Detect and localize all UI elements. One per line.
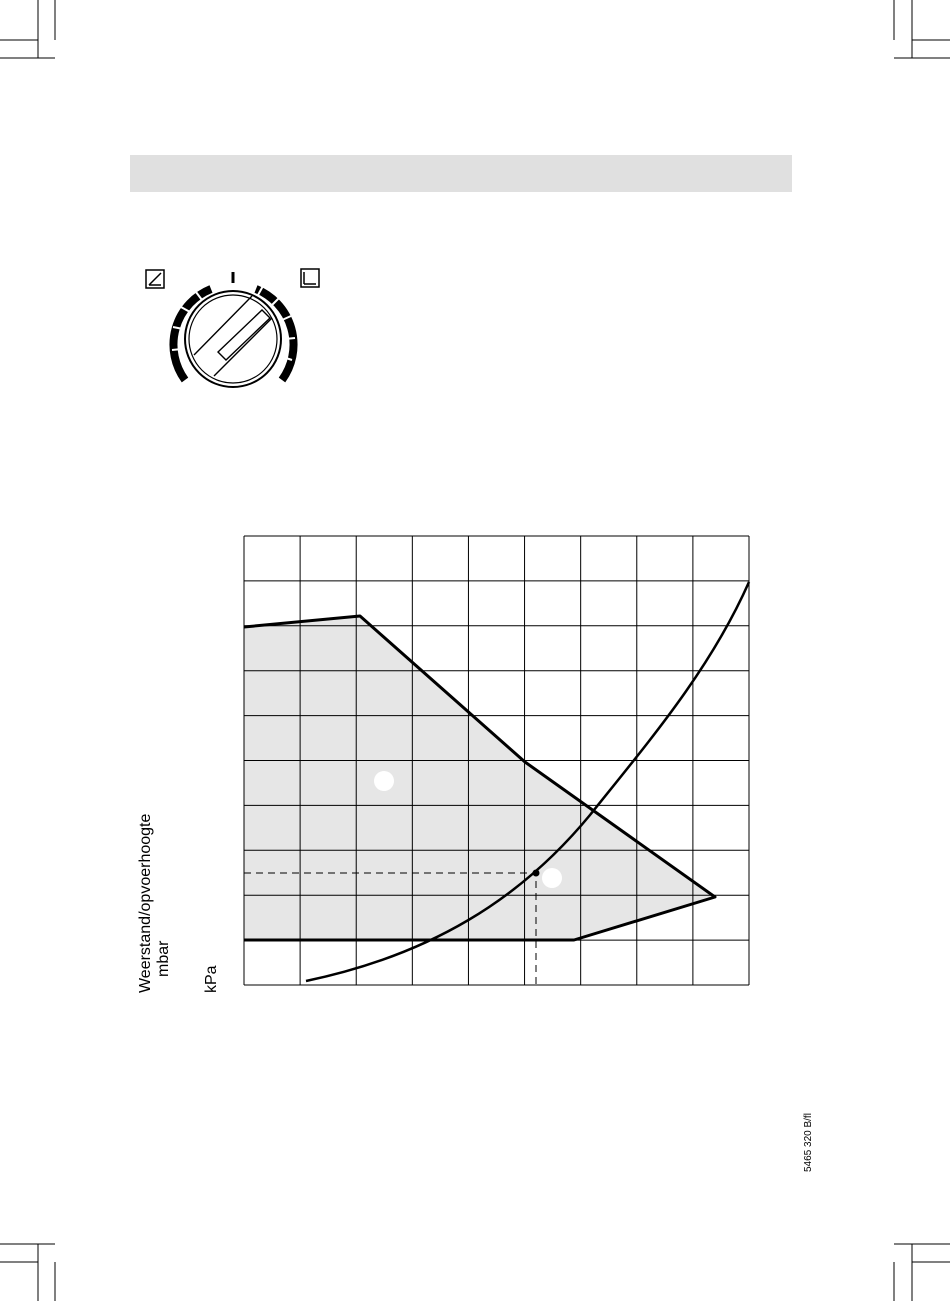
operating-range-region <box>244 616 715 940</box>
callout-marker-a <box>374 771 394 791</box>
document-number: 5465 320 B/fl <box>803 1113 814 1172</box>
shaded-polygon <box>244 616 715 940</box>
operating-point <box>533 870 540 877</box>
y-axis-unit-mbar: mbar <box>155 940 172 977</box>
callout-marker-b <box>542 868 562 888</box>
y-axis-label: Weerstand/opvoerhoogte <box>137 813 154 993</box>
y-axis-unit-kpa: kPa <box>203 965 220 993</box>
